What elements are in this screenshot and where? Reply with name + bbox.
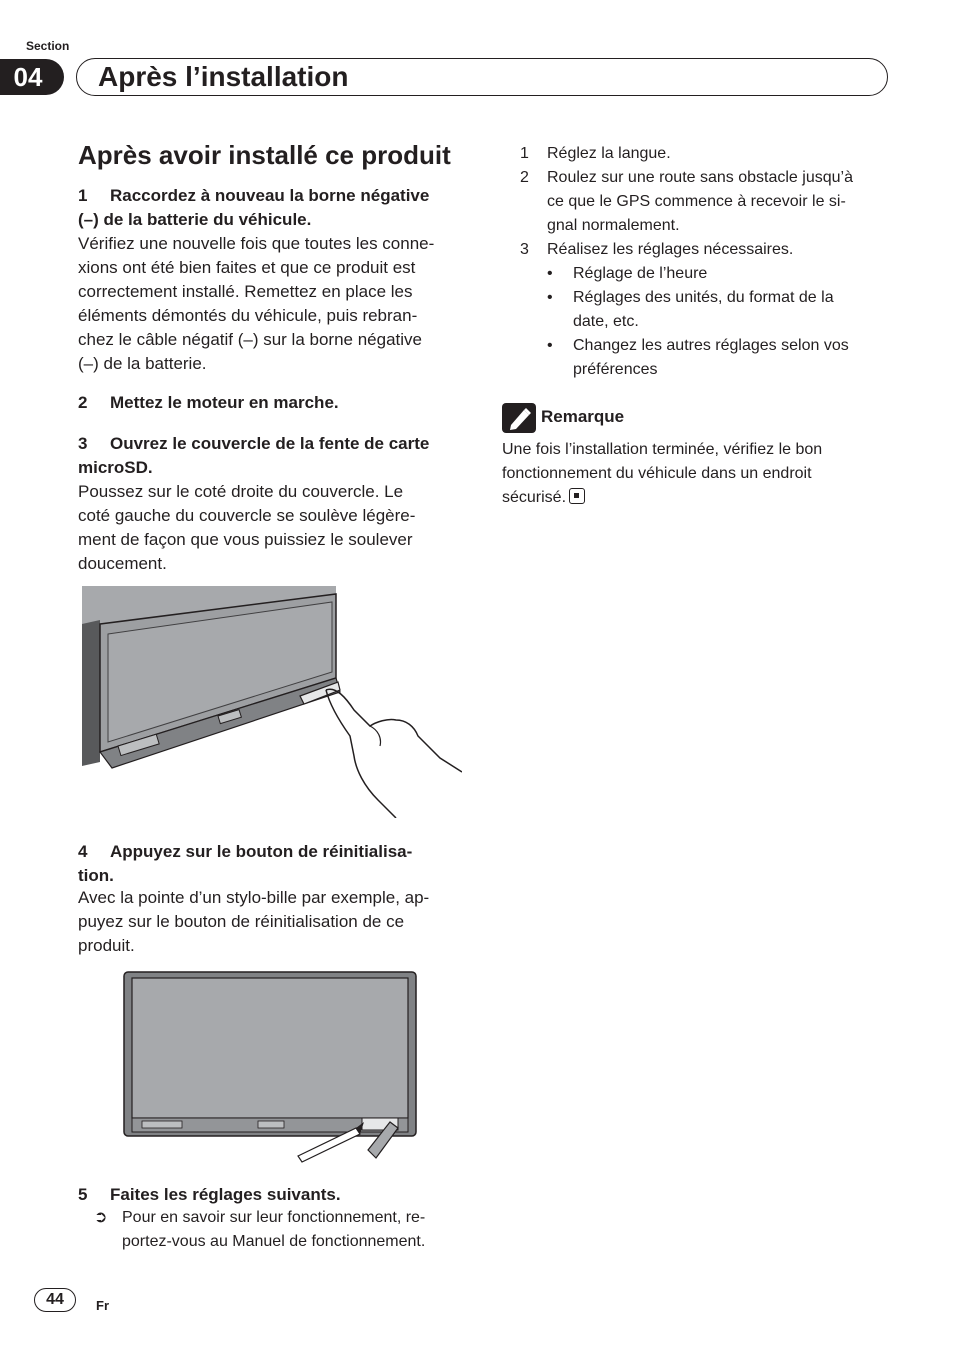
- bullet-dot: •: [547, 337, 553, 354]
- note-label: Remarque: [541, 407, 625, 426]
- bullet-line: date, etc.: [573, 313, 639, 330]
- body-line: chez le câble négatif (–) sur la borne négative: [78, 330, 422, 349]
- body-line: puyez sur le bouton de réinitialisation de ce: [78, 912, 405, 931]
- list-line: Réglez la langue.: [547, 145, 671, 162]
- step-2-heading: [78, 391, 478, 415]
- bullet-item: [547, 334, 900, 382]
- step-3-body: [78, 480, 470, 576]
- step-4-body: [78, 886, 470, 958]
- list-number: 3: [520, 241, 529, 258]
- body-line: produit.: [78, 936, 135, 955]
- step-heading-line: Ouvrez le couvercle de la fente de carte: [110, 434, 430, 453]
- bullet-item: [547, 286, 900, 334]
- pencil-icon: [502, 403, 536, 433]
- body-line: Avec la pointe d’un stylo-bille par exemple, ap-: [78, 888, 430, 907]
- body-line: éléments démontés du véhicule, puis rebran-: [78, 306, 418, 325]
- list-line: gnal normalement.: [547, 217, 680, 234]
- bullet-dot: •: [547, 265, 553, 282]
- list-line: Roulez sur une route sans obstacle jusqu’à: [547, 169, 853, 186]
- step-number: 4: [78, 842, 88, 861]
- note-line: sécurisé.: [502, 489, 567, 506]
- step-heading-line: Faites les réglages suivants.: [110, 1185, 341, 1204]
- unit-button: [258, 1121, 284, 1128]
- body-line: Poussez sur le coté droite du couvercle. Le: [78, 482, 404, 501]
- step-heading-line: Appuyez sur le bouton de réinitialisa-: [110, 842, 413, 861]
- step-5-reference: [94, 1206, 474, 1254]
- hand-outline: [326, 690, 396, 818]
- hand-finger: [370, 726, 381, 746]
- bullet-line: Changez les autres réglages selon vos: [573, 337, 849, 354]
- body-line: Vérifiez une nouvelle fois que toutes les conne-: [78, 234, 435, 253]
- step-4-heading: [78, 840, 478, 888]
- section-label: Section: [26, 39, 70, 53]
- list-line: Réalisez les réglages nécessaires.: [547, 241, 794, 258]
- step-3-heading: [78, 432, 478, 480]
- list-number: 1: [520, 145, 529, 162]
- step-number: 1: [78, 186, 88, 205]
- bullet-item: [547, 262, 900, 286]
- bullet-dot: •: [547, 289, 553, 306]
- step-heading-line: Mettez le moteur en marche.: [110, 393, 339, 412]
- list-item: [520, 238, 900, 262]
- body-line: xions ont été bien faites et que ce produit est: [78, 258, 416, 277]
- step-1-heading: [78, 184, 478, 232]
- step-5-heading: [78, 1183, 478, 1207]
- step-number: 2: [78, 393, 88, 412]
- list-item: [520, 142, 900, 166]
- section-title: Après l’installation: [98, 61, 349, 92]
- list-line: ce que le GPS commence à recevoir le si-: [547, 193, 846, 210]
- pencil-icon-glyph: [502, 403, 536, 433]
- page-title: Après avoir installé ce produit: [78, 140, 451, 170]
- reference-line: portez-vous au Manuel de fonctionnement.: [122, 1233, 426, 1250]
- unit-side: [82, 620, 100, 766]
- section-number-badge: 04: [0, 59, 64, 95]
- bullet-line: préférences: [573, 361, 658, 378]
- step-heading-line: Raccordez à nouveau la borne négative: [110, 186, 430, 205]
- step-heading-line: tion.: [78, 866, 114, 885]
- list-item: [520, 166, 900, 238]
- body-line: correctement installé. Remettez en place les: [78, 282, 413, 301]
- reset-button-illustration: [122, 970, 420, 1166]
- note-text: [502, 438, 882, 510]
- body-line: doucement.: [78, 554, 167, 573]
- language-code: Fr: [96, 1298, 109, 1313]
- list-number: 2: [520, 169, 529, 186]
- body-line: coté gauche du couvercle se soulève légère-: [78, 506, 416, 525]
- microsd-cover-illustration: [78, 586, 462, 818]
- body-line: ment de façon que vous puissiez le soulever: [78, 530, 413, 549]
- unit-button: [142, 1121, 182, 1128]
- settings-list: [520, 142, 900, 382]
- end-of-section-icon: [569, 488, 585, 504]
- step-1-body: [78, 232, 470, 376]
- bullet-line: Réglages des unités, du format de la: [573, 289, 834, 306]
- page-number: 44: [34, 1288, 76, 1312]
- step-heading-line: microSD.: [78, 458, 153, 477]
- step-number: 5: [78, 1185, 88, 1204]
- note-line: fonctionnement du véhicule dans un endroit: [502, 465, 812, 482]
- reference-line: Pour en savoir sur leur fonctionnement, re-: [122, 1209, 426, 1226]
- note-line: Une fois l’installation terminée, vérifiez le bon: [502, 441, 823, 458]
- step-heading-line: (–) de la batterie du véhicule.: [78, 210, 312, 229]
- arrow-reference-icon: ➲: [94, 1209, 108, 1226]
- bullet-line: Réglage de l’heure: [573, 265, 708, 282]
- step-number: 3: [78, 434, 88, 453]
- unit-screen: [132, 978, 408, 1118]
- body-line: (–) de la batterie.: [78, 354, 207, 373]
